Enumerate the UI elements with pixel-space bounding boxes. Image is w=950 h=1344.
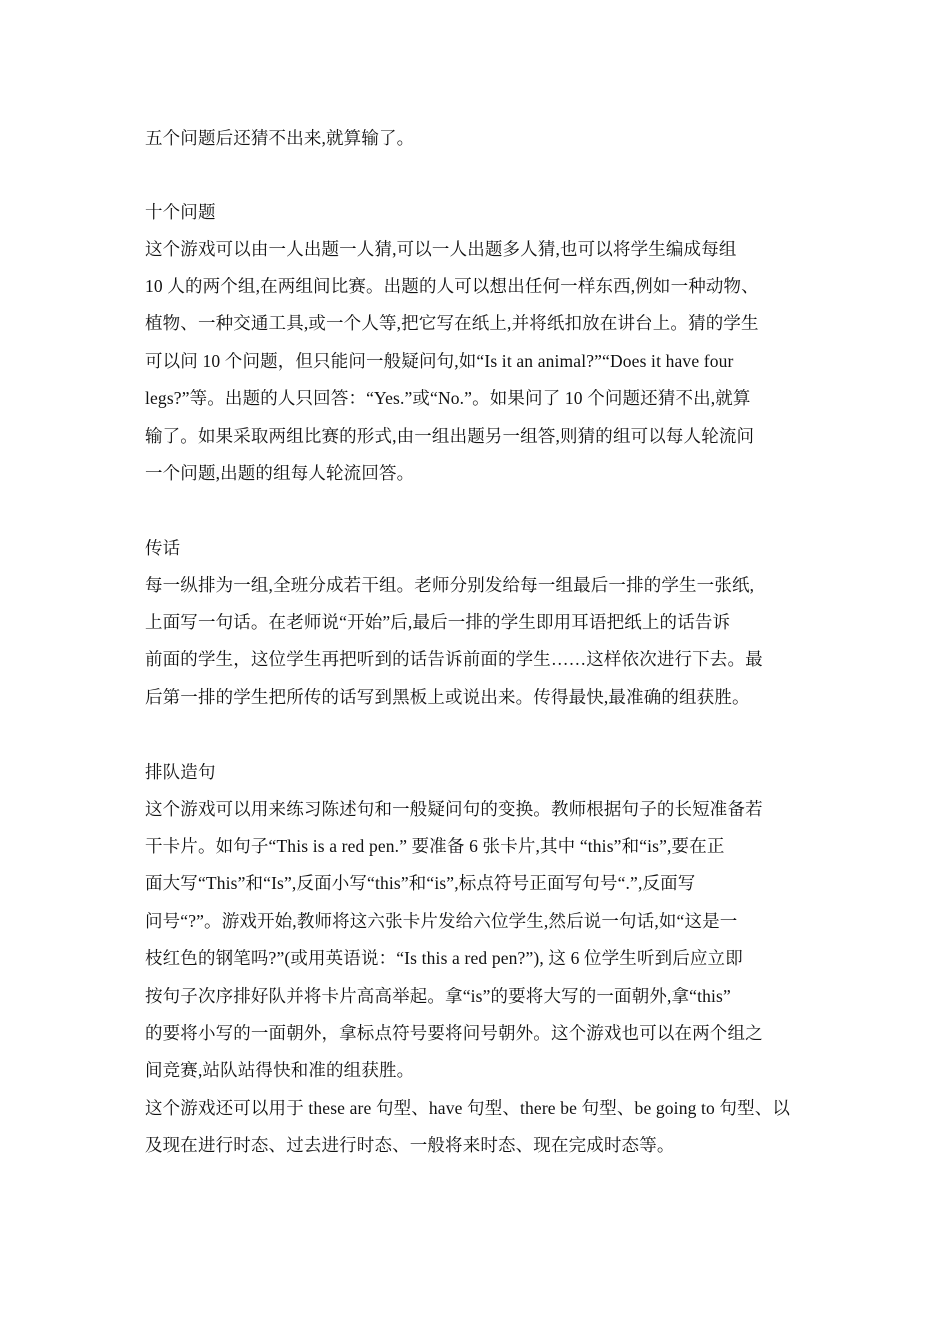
paragraph-line: 输了。如果采取两组比赛的形式,由一组出题另一组答,则猜的组可以每人轮流问	[145, 426, 755, 446]
paragraph-line: 植物、一种交通工具,或一个人等,把它写在纸上,并将纸扣放在讲台上。猜的学生	[145, 313, 759, 333]
paragraph-line: 后第一排的学生把所传的话写到黑板上或说出来。传得最快,最准确的组获胜。	[145, 687, 750, 707]
paragraph-line: 的要将小写的一面朝外，拿标点符号要将问号朝外。这个游戏也可以在两个组之	[145, 1023, 763, 1043]
paragraph-line: 一个问题,出题的组每人轮流回答。	[145, 463, 415, 483]
paragraph-line: 这个游戏可以由一人出题一人猜,可以一人出题多人猜,也可以将学生编成每组	[145, 239, 737, 259]
paragraph-line: 前面的学生，这位学生再把听到的话告诉前面的学生……这样依次进行下去。最	[145, 649, 763, 669]
paragraph-line: 可以问 10 个问题，但只能问一般疑问句,如“Is it an animal?”“Does it have four	[145, 351, 734, 371]
paragraph-line: 干卡片。如句子“This is a red pen.” 要准备 6 张卡片,其中 “this”和“is”,要在正	[145, 836, 725, 856]
paragraph-line: 问号“?”。游戏开始,教师将这六张卡片发给六位学生,然后说一句话,如“这是一	[145, 911, 738, 931]
section-heading-pass-message: 传话	[145, 538, 181, 558]
paragraph-line: 上面写一句话。在老师说“开始”后,最后一排的学生即用耳语把纸上的话告诉	[145, 612, 731, 632]
paragraph-line: 按句子次序排好队并将卡片高高举起。拿“is”的要将大写的一面朝外,拿“this”	[145, 986, 731, 1006]
intro-line: 五个问题后还猜不出来,就算输了。	[145, 128, 415, 148]
paragraph-line: 枝红色的钢笔吗?”(或用英语说：“Is this a red pen?”), 这 6 位学生听到后应立即	[145, 948, 743, 968]
section-heading-line-up: 排队造句	[145, 762, 216, 782]
paragraph-line: 每一纵排为一组,全班分成若干组。老师分别发给每一组最后一排的学生一张纸,	[145, 575, 755, 595]
paragraph-line: 这个游戏还可以用于 these are 句型、have 句型、there be 句型、be going to 句型、以	[145, 1098, 791, 1118]
paragraph-line: 10 人的两个组,在两组间比赛。出题的人可以想出任何一样东西,例如一种动物、	[145, 276, 759, 296]
section-heading-ten-questions: 十个问题	[145, 202, 216, 222]
paragraph-line: 及现在进行时态、过去进行时态、一般将来时态、现在完成时态等。	[145, 1135, 675, 1155]
paragraph-line: 间竞赛,站队站得快和准的组获胜。	[145, 1060, 415, 1080]
paragraph-line: 面大写“This”和“Is”,反面小写“this”和“is”,标点符号正面写句号“.”,反面写	[145, 873, 696, 893]
paragraph-line: 这个游戏可以用来练习陈述句和一般疑问句的变换。教师根据句子的长短准备若	[145, 799, 763, 819]
paragraph-line: legs?”等。出题的人只回答：“Yes.”或“No.”。如果问了 10 个问题还猜不出,就算	[145, 388, 751, 408]
